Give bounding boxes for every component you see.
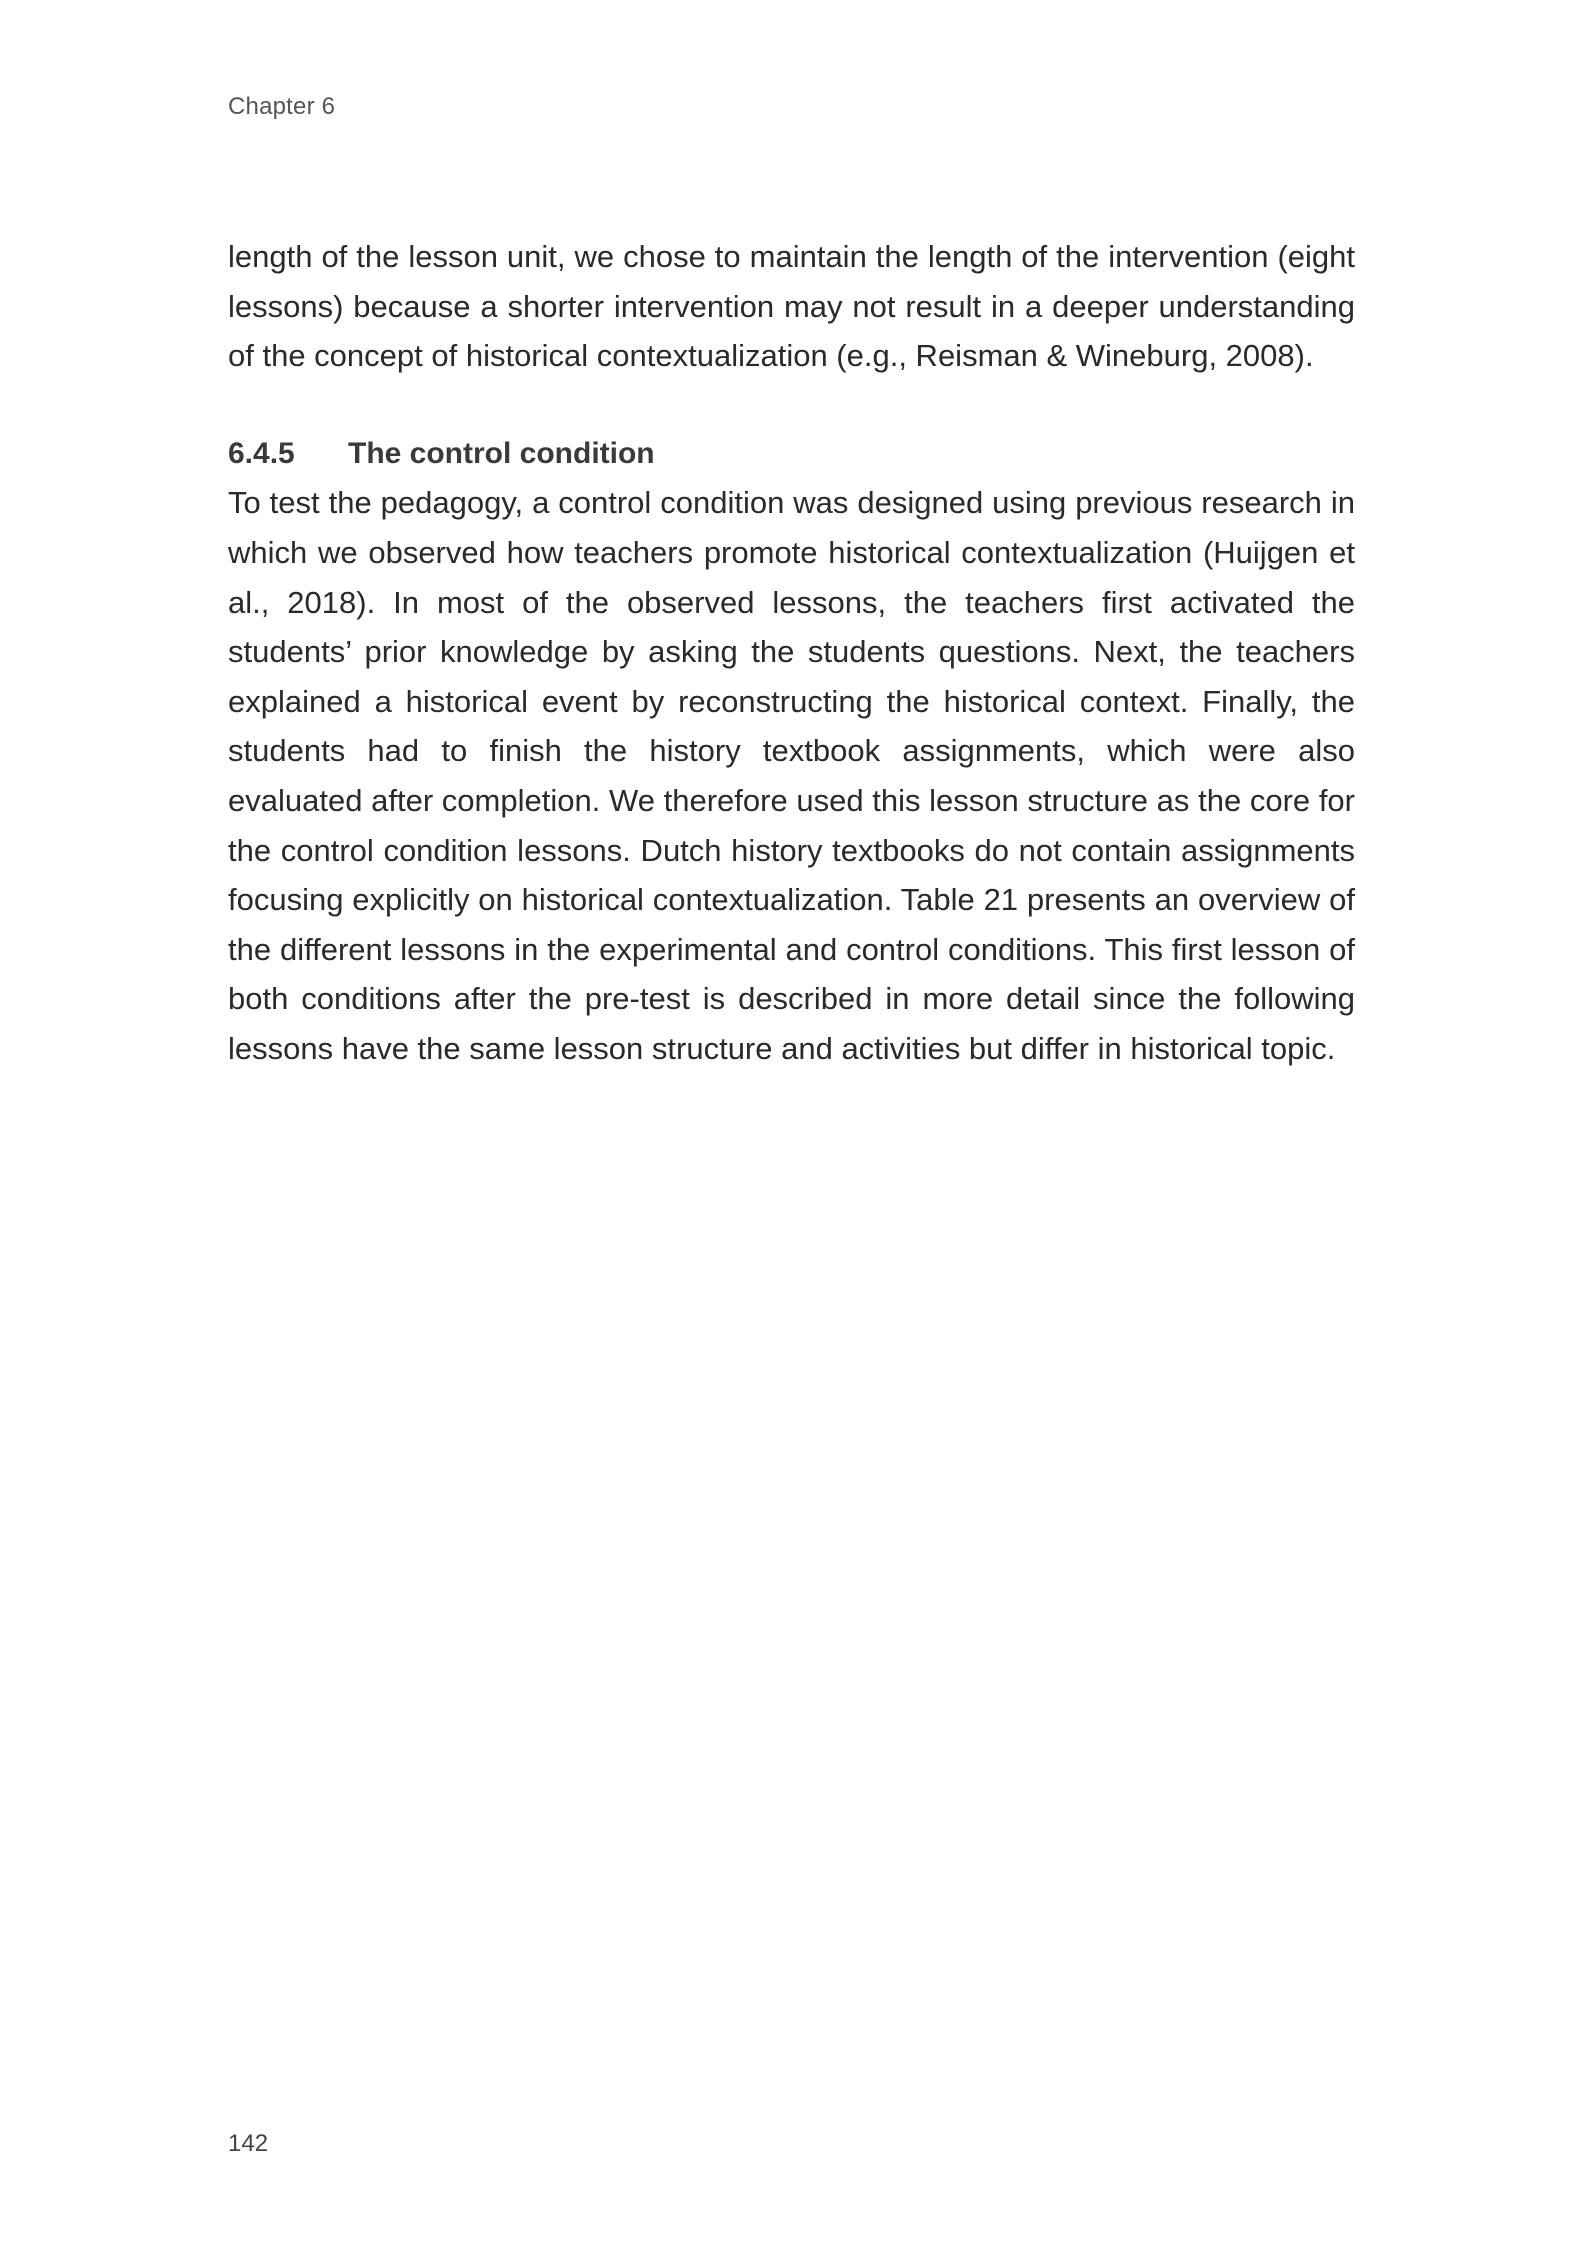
section-number: 6.4.5 [228,436,295,470]
page-content [228,232,1355,1074]
section-paragraph: To test the pedagogy, a control condition was designed using previous research in which we observed how teachers promote historical contextualization (Huijgen et al., 2018). In most of the observed lessons, the teachers first activated the students’ prior knowledge by asking the students questions. Next, the teachers explained a historical event by reconstructing the historical context. Finally, the students had to finish the history textbook assignments, which were also evaluated after completion. We therefore used this lesson structure as the core for the control condition lessons. Dutch history textbooks do not contain assignments focusing explicitly on historical contextualization. Table 21 presents an overview of the different lessons in the experimental and control conditions. This first lesson of both conditions after the pre-test is described in more detail since the following lessons have the same lesson structure and activities but differ in historical topic. [228,485,1355,1066]
section-heading [228,429,1355,479]
section-title: The control condition [348,436,655,470]
running-head: Chapter 6 [228,93,336,120]
page-number: 142 [228,2130,269,2157]
continuation-paragraph: length of the lesson unit, we chose to maintain the length of the intervention (eight lessons) because a shorter intervention may not result in a deeper understanding of the concept of historical contextualization (e.g., Reisman & Wineburg, 2008). [228,239,1355,374]
